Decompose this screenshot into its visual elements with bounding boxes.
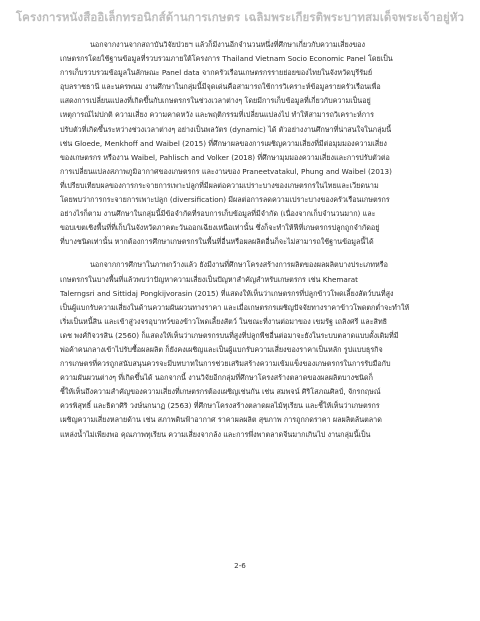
text-line: ชี้ให้เห็นถึงความสำคัญของความเสี่ยงที่เกษตรกรต้องเผชิญเช่นกัน เช่น สมพจน์ ศิริโสภณศิลป์, จักรกฤษณ์ — [60, 387, 381, 397]
text-line: เผชิญความเสี่ยงหลายด้าน เช่น สภาพดินฟ้าอากาศ ราคาผลผลิต สุขภาพ การถูกกดราคา ผลผลิตล้นตลาด — [60, 415, 382, 425]
text-line: แหล่งน้ำไม่เพียงพอ คุณภาพทุเรียน ความเสี่ยงจากล้ง และการพึ่งพาตลาดจีนมากเกินไป งานกลุ่มนี้เป็น — [60, 429, 371, 439]
paragraph-1 — [60, 38, 453, 249]
text-line: ความผันผวนต่างๆ ที่เกิดขึ้นได้ นอกจากนี้ งานวิจัยอีกกลุ่มที่ศึกษาโครงสร้างตลาดของผลผลิตบางชนิดก็ — [60, 373, 373, 383]
text-line: โดยพบว่าการกระจายการเพาะปลูก (diversification) มีผลต่อการลดความเปราะบางของครัวเรือนเกษตรกร — [60, 195, 390, 205]
text-line: นอกจากการศึกษาในภาพกว้างแล้ว ยังมีงานที่ศึกษาโครงสร้างการผลิตของผลผลิตบางประเภทหรือ — [90, 260, 388, 270]
text-line: เดช พงศ์กิจวรสิน (2560) ก็แสดงให้เห็นว่าเกษตรกรบนที่สูงที่ปลูกพืชอื่นต่อมาจะยังในระบบตลาดแบบดั้งเดิมที่มี — [60, 330, 399, 340]
text-line: ที่บางชนิดเท่านั้น หากต้องการศึกษาเกษตรกรในพื้นที่อื่นหรือผลผลิตอื่นก็จะไม่สามารถใช้ฐานข้อมูลนี้ได้ — [60, 237, 374, 247]
text-line: การเปลี่ยนแปลงสภาพภูมิอากาศของเกษตรกร และงานของ Praneetvatakul, Phung and Waibel (2013) — [60, 166, 392, 176]
text-line: พ่อค้าคนกลางเข้าไปรับซื้อผลผลิต ก็ยังคงเผชิญและเป็นผู้แบกรับความเสี่ยงของราคาเป็นหลัก รูปแบบธุรกิจ — [60, 344, 383, 354]
text-line: ขอบเขตเชิงพื้นที่ที่เก็บในจังหวัดภาคตะวันออกเฉียงเหนือเท่านั้น ซึ่งก็จะทำให้ฟีที่เกษตรกรปลูกถูกจำกัดอยู่ — [60, 223, 380, 233]
page-number: 2-6 — [234, 561, 246, 570]
text-line: Talerngsri and Sittidaj Pongkijvorasin (2015) ที่แสดงให้เห็นว่าเกษตรกรที่ปลูกข้าวโพดเลี้ยงสัตว์บนที่สูง — [60, 288, 394, 298]
running-header: โครงการหนังสืออิเล็กทรอนิกส์ด้านการเกษตร เฉลิมพระเกียรติพระบาทสมเด็จพระเจ้าอยู่หัว — [15, 10, 465, 24]
text-line: เริ่มเป็นหนี้สิน และเข้าสู่วงจรอุบาทว์ของข้าวโพดเลี้ยงสัตว์ ในขณะที่งานต่อมาของ เขมรัฐ เถลิงศรี และสิทธิ — [60, 316, 388, 326]
text-line: อย่างไรก็ตาม งานศึกษาในกลุ่มนี้มีข้อจำกัดที่รอบการเก็บข้อมูลที่มีจำกัด (เนื่องจากเก็บจำนวนมาก) และ — [60, 209, 376, 219]
text-line: เช่น Gloede, Menkhoff and Waibel (2015) ที่ศึกษาผลของการเผชิญความเสี่ยงที่มีต่อมุมมองความเสี่ยง — [60, 138, 387, 148]
text-line: อุบลราชธานี และนครพนม งานศึกษาในกลุ่มนี้มีจุดเด่นคือสามารถใช้การวิเคราะห์ข้อมูลรายครัวเรือนเพื่อ — [60, 82, 381, 92]
text-line: แสดงการเปลี่ยนแปลงที่เกิดขึ้นกับเกษตรกรในช่วงเวลาต่างๆ โดยมีการเก็บข้อมูลที่เกี่ยวกับความเป็นอยู่ — [60, 96, 371, 106]
text-line: เป็นผู้แบกรับความเสี่ยงในด้านความผันผวนทางราคา และเมื่อเกษตรกรเผชิญปัจจัยทางราคาข้าวโพดตกต่ำจะทำให้ — [60, 302, 410, 312]
text-line: การเกษตรที่ควรถูกสนับสนุนควรจะมีบทบาทในการช่วยเสริมสร้างความเข้มแข็งของเกษตรกรในการรับมือกับ — [60, 359, 391, 369]
text-line: ที่เปรียบเทียบผลของการกระจายการเพาะปลูกที่มีผลต่อความเปราะบางของเกษตรกรในไทยและเวียดนาม — [60, 180, 379, 190]
text-line: นอกจากงานจากสถาบันวิจัยป่วยฯ แล้วก็มีงานอีกจำนวนหนึ่งที่ศึกษาเกี่ยวกับความเสี่ยงของ — [90, 40, 365, 49]
text-line: เหตุการณ์ไม่ปกติ ความเสี่ยง ความคาดหวัง และพฤติกรรมที่เปลี่ยนแปลงไป ทำให้สามารถวิเคราะห์การ — [60, 110, 374, 120]
text-line: ปรับตัวที่เกิดขึ้นระหว่างช่วงเวลาต่างๆ อย่างเป็นพลวัตร (dynamic) ได้ ตัวอย่างงานศึกษาที่น่าสนใจในกลุ่มนี้ — [60, 124, 392, 134]
text-line: ของเกษตรกร หรืองาน Waibel, Pahlisch and Volker (2018) ที่ศึกษามุมมองความเสี่ยงและการปรับตัวต่อ — [60, 152, 390, 162]
text-line: ควรพิสุทธิ์ และธิดาศิริ วงษ์นกนาฏ (2563) ที่ศึกษาโครงสร้างตลาดผลไม้ทุเรียน และชี้ให้เห็นว่าเกษตรกร — [60, 401, 380, 411]
text-line: เกษตรกรโดยใช้ฐานข้อมูลที่รวบรวมภายใต้โครงการ Thailand Vietnam Socio Economic Panel โดยเป็น — [60, 54, 393, 64]
paragraph-2 — [60, 258, 453, 441]
text-line: เกษตรกรในบางพื้นที่แล้วพบว่าปัญหาความเสี่ยงเป็นปัญหาสำคัญสำหรับเกษตรกร เช่น Khemarat — [60, 274, 359, 284]
document-body — [60, 38, 453, 442]
text-line: การเก็บรวบรวมข้อมูลในลักษณะ Panel data จากครัวเรือนเกษตรกรรายย่อยของไทยในจังหวัดบุรีรัมย์ — [60, 68, 373, 78]
